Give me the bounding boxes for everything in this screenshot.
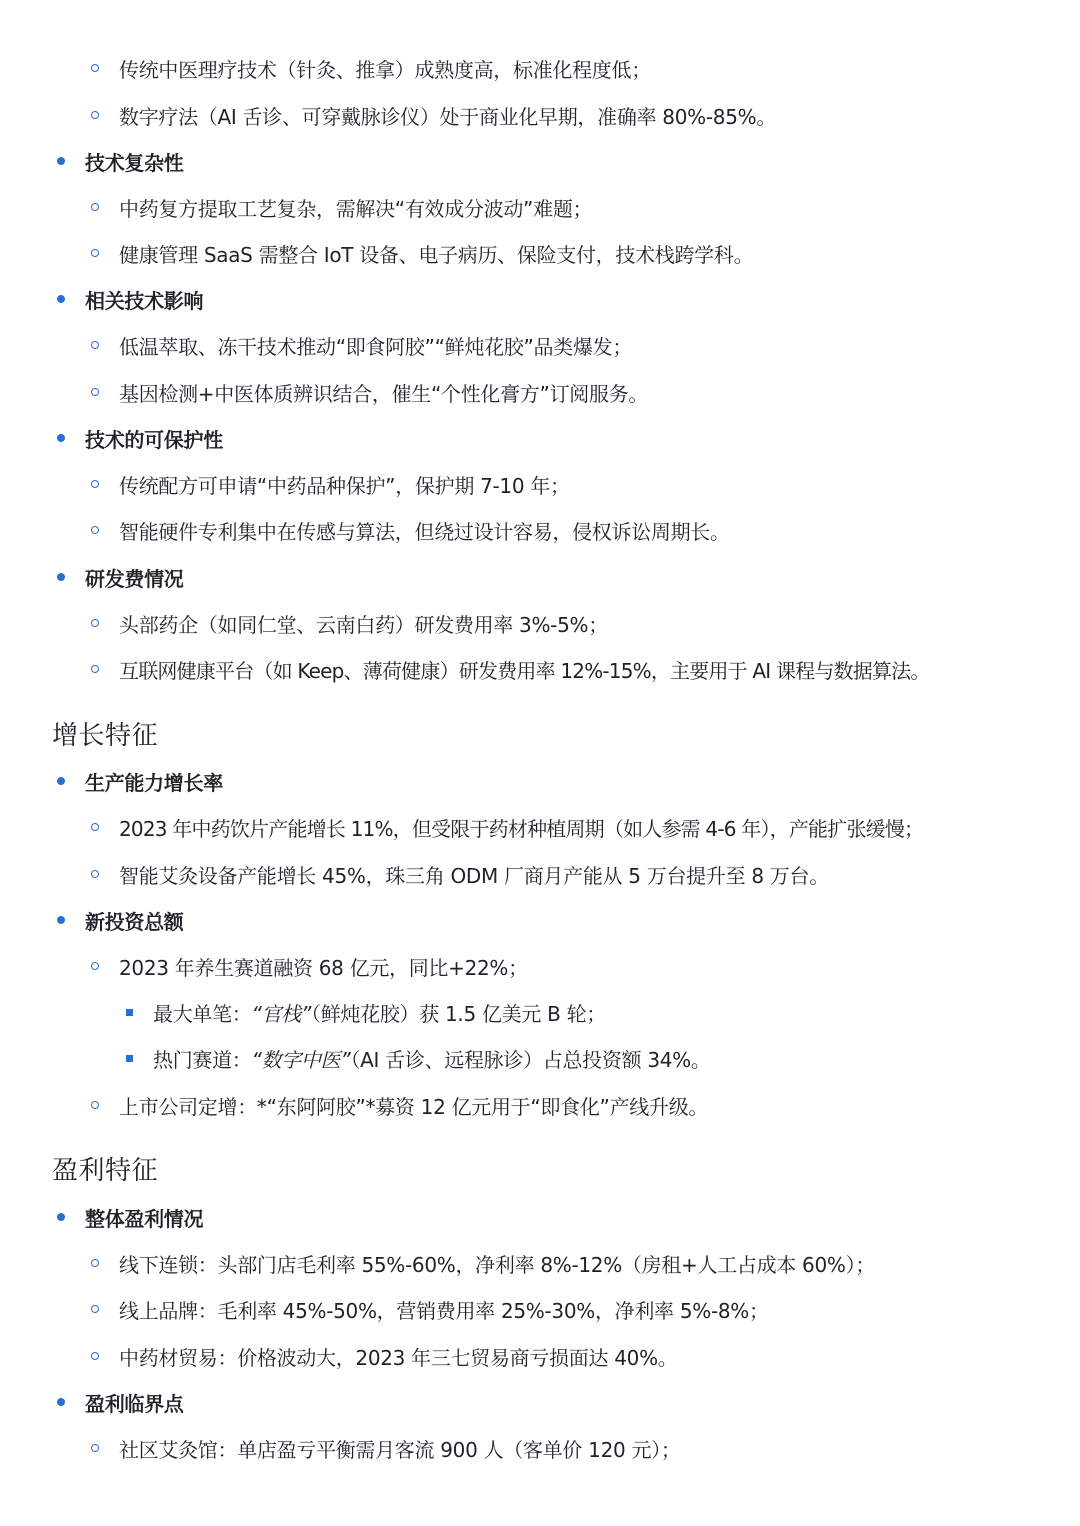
list-heading-text: 相关技术影响 bbox=[85, 288, 204, 313]
list-heading-text: 生产能力增长率 bbox=[85, 770, 223, 795]
list-item-text: 互联网健康平台（如 Keep、薄荷健康）研发费用率 12%-15%，主要用于 AI 课程与数据算法。 bbox=[119, 658, 930, 683]
list-item bbox=[0, 1286, 1080, 1332]
hollow-circle-bullet-icon bbox=[91, 665, 99, 673]
hollow-circle-bullet-icon bbox=[91, 962, 99, 970]
list-heading-text: 技术复杂性 bbox=[85, 150, 184, 175]
list-item-text bbox=[153, 998, 606, 1027]
label-prefix: 最大单笔： bbox=[153, 1001, 252, 1026]
sub-list-item bbox=[0, 989, 1080, 1035]
filled-circle-bullet-icon bbox=[57, 916, 65, 924]
list-heading-new-investment bbox=[0, 897, 1080, 943]
list-item bbox=[0, 600, 1080, 646]
list-item bbox=[0, 1082, 1080, 1128]
hollow-circle-bullet-icon bbox=[91, 1101, 99, 1109]
list-item-text: 线下连锁：头部门店毛利率 55%-60%，净利率 8%-12%（房租+人工占成本 60%）； bbox=[119, 1252, 876, 1277]
filled-circle-bullet-icon bbox=[57, 1213, 65, 1221]
list-heading-breakeven bbox=[0, 1379, 1080, 1425]
list-item bbox=[0, 230, 1080, 276]
list-item bbox=[0, 943, 1080, 989]
list-item-text: 中药复方提取工艺复杂，需解决“有效成分波动”难题； bbox=[119, 196, 593, 221]
section-title-profit: 盈利特征 bbox=[52, 1155, 159, 1186]
list-item bbox=[0, 851, 1080, 897]
list-heading-rnd bbox=[0, 554, 1080, 600]
square-bullet-icon bbox=[126, 1055, 133, 1062]
list-item-text: 头部药企（如同仁堂、云南白药）研发费用率 3%-5%； bbox=[119, 612, 608, 637]
hollow-circle-bullet-icon bbox=[91, 823, 99, 831]
hollow-circle-bullet-icon bbox=[91, 203, 99, 211]
list-item-text: 2023 年中药饮片产能增长 11%，但受限于药材种植周期（如人参需 4-6 年），产能扩张缓慢； bbox=[119, 816, 924, 841]
label-prefix: 热门赛道： bbox=[153, 1047, 252, 1072]
filled-circle-bullet-icon bbox=[57, 573, 65, 581]
list-item bbox=[0, 1333, 1080, 1379]
filled-circle-bullet-icon bbox=[57, 157, 65, 165]
section-title-growth: 增长特征 bbox=[52, 720, 159, 751]
list-heading-tech-complexity bbox=[0, 138, 1080, 184]
hollow-circle-bullet-icon bbox=[91, 64, 99, 72]
list-item-text: 传统中医理疗技术（针灸、推拿）成熟度高，标准化程度低； bbox=[119, 57, 651, 82]
list-item-text: 中药材贸易：价格波动大，2023 年三七贸易商亏损面达 40%。 bbox=[119, 1345, 678, 1370]
hollow-circle-bullet-icon bbox=[91, 1444, 99, 1452]
hollow-circle-bullet-icon bbox=[91, 249, 99, 257]
list-item-text bbox=[153, 1044, 711, 1073]
list-item-text: 上市公司定增：*“东阿阿胶”*募资 12 亿元用于“即食化”产线升级。 bbox=[119, 1094, 709, 1119]
list-item bbox=[0, 1425, 1080, 1471]
label-suffix: （鲜炖花胶）获 1.5 亿美元 B 轮； bbox=[311, 1001, 606, 1026]
list-heading-text: 整体盈利情况 bbox=[85, 1206, 204, 1231]
list-item bbox=[0, 45, 1080, 91]
list-heading-tech-protection bbox=[0, 415, 1080, 461]
list-item bbox=[0, 184, 1080, 230]
list-item-text: 智能硬件专利集中在传感与算法，但绕过设计容易，侵权诉讼周期长。 bbox=[119, 519, 730, 544]
list-heading-text: 盈利临界点 bbox=[85, 1391, 184, 1416]
hollow-circle-bullet-icon bbox=[91, 619, 99, 627]
list-item-text: 健康管理 SaaS 需整合 IoT 设备、电子病历、保险支付，技术栈跨学科。 bbox=[119, 242, 754, 267]
list-item-text: 数字疗法（AI 舌诊、可穿戴脉诊仪）处于商业化早期，准确率 80%-85%。 bbox=[119, 104, 777, 129]
list-item bbox=[0, 804, 1080, 850]
hollow-circle-bullet-icon bbox=[91, 1305, 99, 1313]
hollow-circle-bullet-icon bbox=[91, 480, 99, 488]
emphasized-name: “官栈” bbox=[251, 1001, 312, 1026]
list-heading-related-tech bbox=[0, 276, 1080, 322]
hollow-circle-bullet-icon bbox=[91, 526, 99, 534]
list-heading-text: 研发费情况 bbox=[85, 566, 184, 591]
list-item-text: 智能艾灸设备产能增长 45%，珠三角 ODM 厂商月产能从 5 万台提升至 8 万台。 bbox=[119, 863, 829, 888]
square-bullet-icon bbox=[126, 1009, 133, 1016]
list-heading-capacity-growth bbox=[0, 758, 1080, 804]
emphasized-name: “数字中医” bbox=[251, 1047, 351, 1072]
hollow-circle-bullet-icon bbox=[91, 870, 99, 878]
hollow-circle-bullet-icon bbox=[91, 1352, 99, 1360]
list-item-text: 2023 年养生赛道融资 68 亿元，同比+22%； bbox=[119, 955, 528, 980]
list-item bbox=[0, 646, 1080, 692]
list-item-text: 基因检测+中医体质辨识结合，催生“个性化膏方”订阅服务。 bbox=[119, 381, 649, 406]
list-item-text: 传统配方可申请“中药品种保护”，保护期 7-10 年； bbox=[119, 473, 570, 498]
list-item-text: 线上品牌：毛利率 45%-50%，营销费用率 25%-30%，净利率 5%-8%； bbox=[119, 1298, 769, 1323]
sub-list-item bbox=[0, 1035, 1080, 1081]
hollow-circle-bullet-icon bbox=[91, 1259, 99, 1267]
list-heading-text: 新投资总额 bbox=[85, 909, 184, 934]
list-item-text: 低温萃取、冻干技术推动“即食阿胶”“鲜炖花胶”品类爆发； bbox=[119, 334, 633, 359]
hollow-circle-bullet-icon bbox=[91, 341, 99, 349]
list-item bbox=[0, 1240, 1080, 1286]
hollow-circle-bullet-icon bbox=[91, 111, 99, 119]
list-heading-text: 技术的可保护性 bbox=[85, 427, 223, 452]
list-heading-overall-profit bbox=[0, 1194, 1080, 1240]
label-suffix: （AI 舌诊、远程脉诊）占总投资额 34%。 bbox=[350, 1047, 711, 1072]
filled-circle-bullet-icon bbox=[57, 1398, 65, 1406]
list-item bbox=[0, 507, 1080, 553]
filled-circle-bullet-icon bbox=[57, 777, 65, 785]
list-item bbox=[0, 369, 1080, 415]
filled-circle-bullet-icon bbox=[57, 434, 65, 442]
hollow-circle-bullet-icon bbox=[91, 388, 99, 396]
list-item bbox=[0, 461, 1080, 507]
list-item bbox=[0, 322, 1080, 368]
list-item bbox=[0, 92, 1080, 138]
filled-circle-bullet-icon bbox=[57, 295, 65, 303]
list-item-text: 社区艾灸馆：单店盈亏平衡需月客流 900 人（客单价 120 元）； bbox=[119, 1437, 681, 1462]
